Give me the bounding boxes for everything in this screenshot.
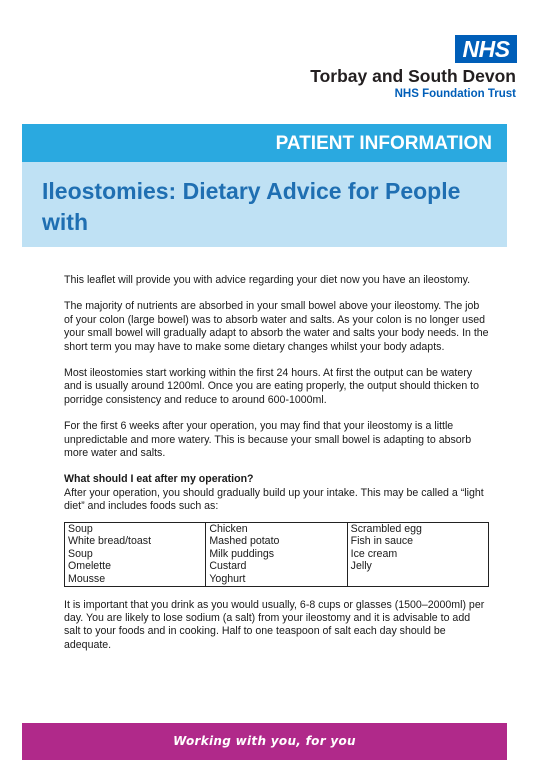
banner-label: PATIENT INFORMATION	[275, 133, 492, 154]
table-cell: Ice cream	[347, 548, 488, 561]
light-diet-paragraph: After your operation, you should gradually build up your intake. This may be called a “light diet” and includes foods such as:	[64, 486, 484, 513]
first-weeks-paragraph: For the first 6 weeks after your operation, you may find that your ileostomy is a little unpredictable and more watery. This is because your small bowel is adapting to absorb more water and salts.	[64, 420, 472, 460]
nutrients-paragraph: The majority of nutrients are absorbed in your small bowel above your ileostomy. The job of your colon (large bowel) was to absorb water and salts. As your colon is no longer used your small bowel will gradually adapt to absorb the water and salts your body needs. In the short term you may have to make some dietary changes whilst your body adapts.	[64, 300, 489, 353]
footer-band	[22, 723, 507, 760]
table-cell: Milk puddings	[206, 548, 347, 561]
section-heading: What should I eat after my operation?	[64, 473, 254, 486]
page-title: Ileostomies: Dietary Advice for People with	[42, 178, 461, 235]
table-row	[65, 535, 489, 548]
nhs-logo: NHS	[455, 35, 517, 63]
fluids-paragraph: It is important that you drink as you would usually, 6-8 cups or glasses (1500–2000ml) per day. You are likely to lose sodium (a salt) from your ileostomy and it is advisable to add salt to your foods and in cooking. Half to one teaspoon of salt each day should be adequate.	[64, 598, 485, 651]
table-row	[65, 573, 489, 586]
table-cell	[347, 573, 488, 586]
table-cell: Soup	[65, 548, 206, 561]
table-cell: Chicken	[206, 522, 347, 535]
table-cell: Mashed potato	[206, 535, 347, 548]
leaflet-body	[64, 274, 489, 665]
title-banner	[22, 162, 507, 247]
foods-table	[64, 522, 489, 587]
table-cell: Mousse	[65, 573, 206, 586]
table-cell: Scrambled egg	[347, 522, 488, 535]
table-cell: White bread/toast	[65, 535, 206, 548]
table-cell: Yoghurt	[206, 573, 347, 586]
table-cell: Omelette	[65, 560, 206, 573]
table-cell: Jelly	[347, 560, 488, 573]
footer-tagline: Working with you, for you	[173, 734, 356, 748]
intro-paragraph: This leaflet will provide you with advice regarding your diet now you have an ileostomy.	[64, 274, 471, 286]
patient-information-banner	[22, 124, 507, 162]
table-row	[65, 522, 489, 535]
output-paragraph: Most ileostomies start working within the first 24 hours. At first the output can be watery and is usually around 1200ml. Once you are eating properly, the output should thicken to porridge consistency and reduce to around 600-1000ml.	[64, 367, 479, 406]
table-cell: Fish in sauce	[347, 535, 488, 548]
table-row	[65, 548, 489, 561]
trust-name: NHS Foundation Trust	[394, 88, 516, 100]
table-cell: Custard	[206, 560, 347, 573]
table-row	[65, 560, 489, 573]
organisation-name: Torbay and South Devon	[310, 66, 516, 86]
table-cell: Soup	[65, 522, 206, 535]
